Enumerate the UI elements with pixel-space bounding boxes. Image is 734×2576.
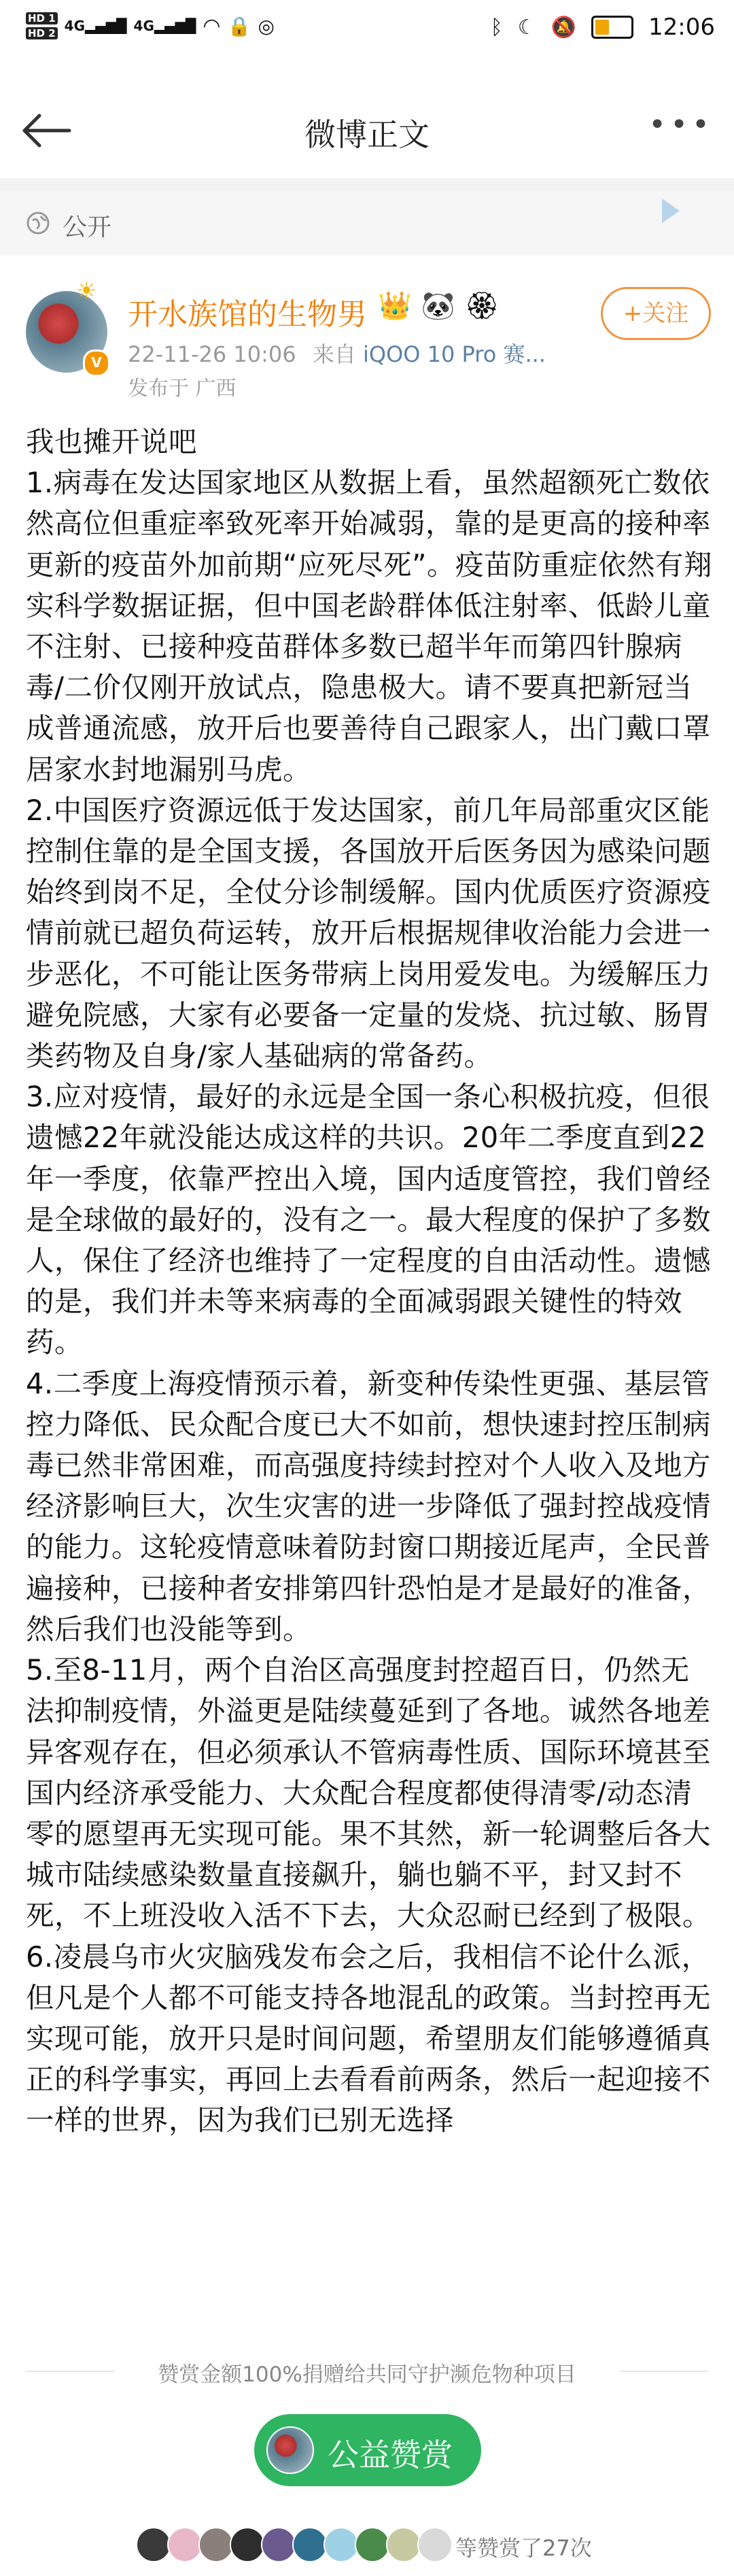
follow-button[interactable]: +关注 [601, 287, 711, 340]
play-triangle-icon [662, 199, 680, 223]
mute-icon: 🔕 [550, 15, 577, 39]
source-prefix: 来自 [312, 341, 356, 367]
supporter-avatar [167, 2527, 203, 2562]
moon-icon: ☾ [517, 15, 536, 39]
battery-icon [591, 16, 633, 39]
post-location: 发布于 广西 [128, 377, 237, 401]
page-title: 微博正文 [304, 116, 430, 153]
ring-icon: ◎ [258, 14, 275, 37]
visibility-bar [0, 190, 734, 256]
status-right [491, 14, 715, 41]
post-paragraph: 3.应对疫情，最好的永远是全国一条心积极抗疫，但很遗憾22年就没能达成这样的共识。20年二季度直到22年一季度，依靠严控出入境，国内适度管控，我们曾经是全球做的最好的，没有之一。最大程度的保护了多数人，保住了经济也维持了一定程度的自由活动性。遗憾的是，我们并未等来病毒的全面减弱跟关键性的特效药。 [26, 1080, 712, 1359]
author-name[interactable]: 开水族馆的生物男 [128, 297, 367, 332]
status-left [26, 12, 275, 39]
supporter-avatar [136, 2527, 171, 2562]
signal-icon-2: 4G▂▄▆█ [133, 18, 196, 34]
post-meta [128, 337, 546, 369]
signal-label-1: 4G [64, 18, 86, 34]
supporter-avatar [230, 2527, 265, 2562]
sun-decoration-icon: ☀ [76, 277, 97, 305]
supporter-avatar [198, 2527, 234, 2562]
post-paragraph: 我也摊开说吧 [26, 425, 198, 458]
reward-avatar [266, 2426, 314, 2474]
hd-badge-2: HD 2 [26, 27, 58, 39]
supporter-avatar [324, 2527, 359, 2562]
divider-line [620, 2371, 708, 2372]
reward-notice-text: 赞赏金额100%捐赠给共同守护濒危物种项目 [158, 2362, 576, 2387]
bluetooth-icon: ᛒ [490, 15, 503, 39]
hd-badges [26, 12, 58, 39]
device-link[interactable]: iQOO 10 Pro 赛... [363, 341, 546, 367]
supporters-row[interactable] [136, 2524, 598, 2565]
post-paragraph: 1.病毒在发达国家地区从数据上看，虽然超额死亡数依然高位但重症率致死率开始减弱，靠的是更高的接种率更新的疫苗外加前期“应死尽死”。疫苗防重症依然有翔实科学数据证据，但中国老龄群体低注射率、低龄儿童不注射、已接种疫苗群体多数已超半年而第四针腺病毒/二价仅刚开放试点，隐患极大。请不要真把新冠当成普通流感，放开后也要善待自己跟家人，出门戴口罩居家水封地漏别马虎。 [26, 466, 713, 786]
author-badges [378, 290, 499, 322]
post-paragraph: 5.至8-11月，两个自治区高强度封控超百日，仍然无法抑制疫情，外溢更是陆续蔓延到了各地。诚然各地差异客观存在，但必须承认不管病毒性质、国际环境甚至国内经济承受能力、大众配合程度都使得清零/动态清零的愿望再无实现可能。果不其然，新一轮调整后各大城市陆续感染数量直接飙升，躺也躺不平，封又封不死，不上班没收入活不下去，大众忍耐已经到了极限。 [26, 1653, 712, 1933]
post-paragraph: 6.凌晨乌市火灾脑残发布会之后，我相信不论什么派，但凡是个人都不可能支持各地混乱的政策。当封控再无实现可能，放开只是时间问题，希望朋友们能够遵循真正的科学事实，再回上去看看前两条，然后一起迎接不一样的世界，因为我们已别无选择 [26, 1939, 712, 2137]
nav-bar [0, 88, 734, 177]
post-date: 22-11-26 10:06 [128, 341, 296, 367]
panda-badge-icon[interactable]: 🐼 [421, 290, 455, 322]
supporter-avatar [386, 2527, 421, 2562]
medal-badge-icon[interactable]: 🏵 [464, 290, 500, 322]
status-bar [0, 0, 734, 53]
wifi-icon: ◠ [203, 14, 221, 38]
supporter-avatar [261, 2527, 296, 2562]
visibility-label: 公开 [63, 214, 112, 241]
supporter-avatar [417, 2527, 453, 2562]
reward-button-label: 公益赞赏 [328, 2437, 453, 2473]
signal-icon-1: 4G▂▄▆█ [64, 18, 127, 34]
lock-icon: 🔒 [227, 14, 251, 37]
section-divider [0, 178, 734, 190]
post-paragraph: 2.中国医疗资源远低于发达国家，前几年局部重灾区能控制住靠的是全国支援，各国放开后医务因为感染问题始终到岗不足，全仗分诊制缓解。国内优质医疗资源疫情前就已超负荷运转，放开后根据规律收治能力会进一步恶化，不可能让医务带病上岗用爱发电。为缓解压力避免院感，大家有必要备一定量的发烧、抗过敏、肠胃类药物及自身/家人基础病的常备药。 [26, 793, 712, 1073]
hd-badge-1: HD 1 [26, 12, 58, 24]
verified-badge: V [83, 350, 110, 377]
supporter-avatar [355, 2527, 390, 2562]
post-paragraph: 4.二季度上海疫情预示着，新变种传染性更强、基层管控力降低、民众配合度已大不如前，想快速封控压制病毒已然非常困难，而高强度持续封控对个人收入及地方经济影响巨大，次生灾害的进一步降低了强封控战疫情的能力。这轮疫情意味着防封窗口期接近尾声，全民普遍接种，已接种者安排第四针恐怕是才是最好的准备，然后我们也没能等到。 [26, 1366, 712, 1646]
crown-badge-icon[interactable]: 👑 [378, 290, 412, 322]
supporter-avatar [292, 2527, 328, 2562]
signal-label-2: 4G [133, 18, 154, 34]
post-body [26, 422, 712, 2141]
supporters-count: 等赞赏了27次 [455, 2535, 592, 2561]
reward-notice [0, 2354, 734, 2388]
globe-icon [26, 211, 50, 235]
clock-time: 12:06 [648, 14, 715, 41]
reward-button[interactable] [254, 2414, 481, 2486]
more-options-icon[interactable]: ••• [648, 107, 714, 142]
